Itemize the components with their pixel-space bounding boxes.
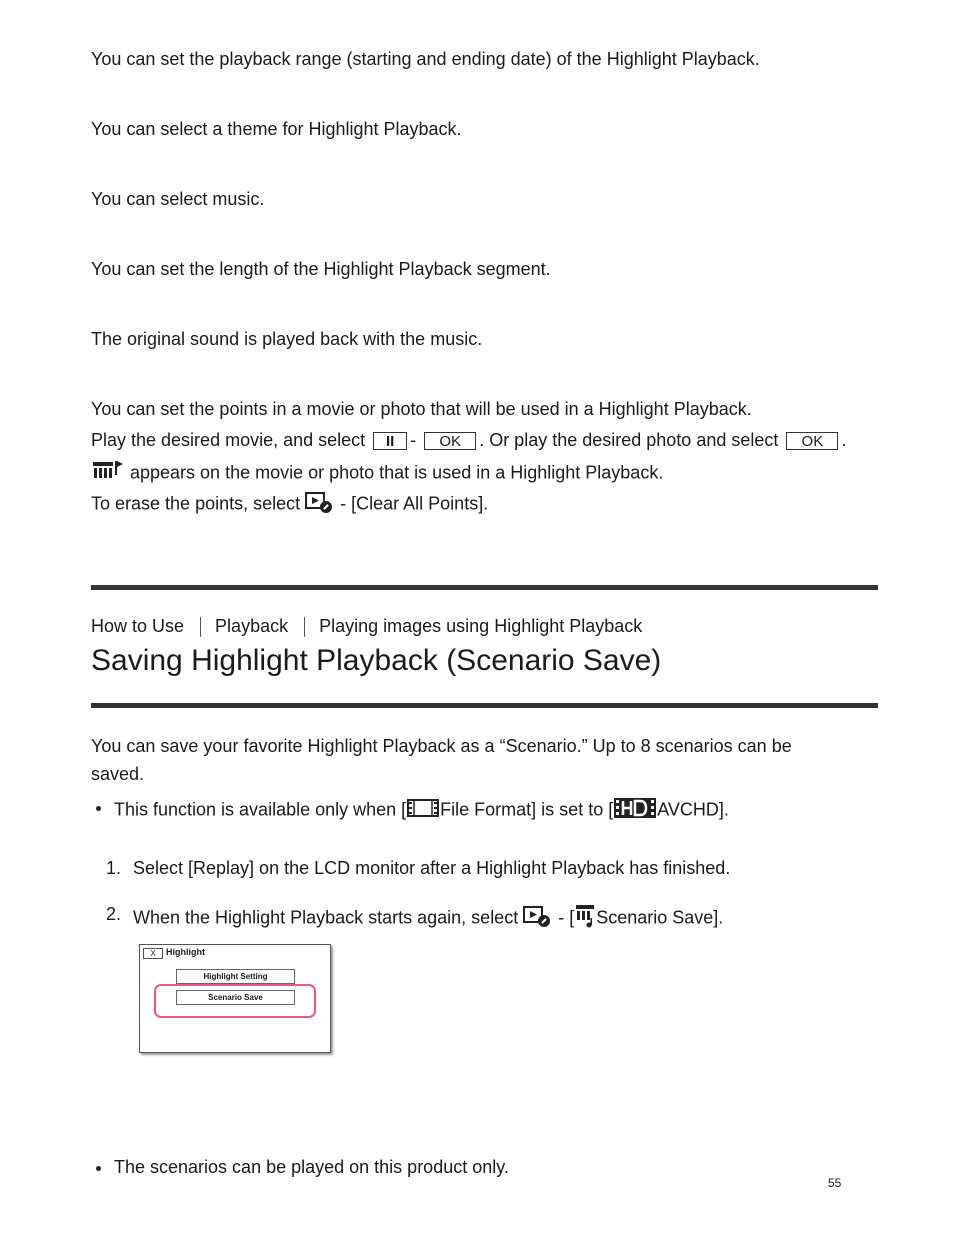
breadcrumb <box>91 615 642 637</box>
scenario-save-icon <box>574 903 596 934</box>
points-text-2b: . Or play the desired photo and select <box>479 430 779 450</box>
bullet <box>96 806 101 811</box>
note-1b: File Format] is set to [ <box>440 799 614 820</box>
step-2a: When the Highlight Playback starts again, select <box>133 907 519 928</box>
ok-button-icon: OK <box>424 432 476 450</box>
page-number: 55 <box>828 1176 842 1190</box>
ok-button-icon-2: OK <box>786 432 838 450</box>
breadcrumb-playback[interactable]: Playback <box>215 616 289 636</box>
page-title: Saving Highlight Playback (Scenario Save) <box>91 644 662 677</box>
length-text: You can set the length of the Highlight Playback segment. <box>91 259 551 279</box>
hd-icon <box>613 796 657 825</box>
description-line-2: saved. <box>91 764 145 784</box>
sound-text: The original sound is played back with the music. <box>91 329 483 349</box>
description-line-1: You can save your favorite Highlight Playback as a “Scenario.” Up to 8 scenarios can be <box>91 736 792 756</box>
close-icon[interactable]: X <box>143 948 163 959</box>
step-1-text: Select [Replay] on the LCD monitor after a Highlight Playback has finished. <box>133 858 731 878</box>
lcd-screenshot <box>139 944 331 1053</box>
film-icon <box>406 796 440 825</box>
playback-edit-icon <box>523 904 553 933</box>
note-scenarios: The scenarios can be played on this product only. <box>114 1157 509 1177</box>
breadcrumb-highlight-playback[interactable]: Playing images using Highlight Playback <box>319 616 643 636</box>
playback-edit-icon <box>305 490 335 519</box>
note-1c: AVCHD]. <box>657 799 729 820</box>
bullet <box>96 1166 101 1171</box>
points-text-4 <box>91 490 488 519</box>
step-2c: Scenario Save]. <box>596 907 724 928</box>
points-text-1: You can set the points in a movie or photo that will be used in a Highlight Playback. <box>91 399 752 419</box>
breadcrumb-separator <box>304 617 305 637</box>
points-text-2a: Play the desired movie, and select <box>91 430 366 450</box>
points-text-2c: . <box>841 430 847 450</box>
breadcrumb-separator <box>200 617 201 637</box>
breadcrumb-how-to-use[interactable]: How to Use <box>91 616 185 636</box>
points-text-4b: - [Clear All Points]. <box>335 493 489 514</box>
theme-text: You can select a theme for Highlight Playback. <box>91 119 462 139</box>
pause-icon: II <box>373 432 407 450</box>
section-divider-bottom <box>91 703 878 708</box>
points-text-3 <box>91 459 663 488</box>
music-text: You can select music. <box>91 189 265 209</box>
step-2-number: 2. <box>106 904 122 924</box>
scenario-save-button[interactable]: Scenario Save <box>176 990 295 1005</box>
section-divider-top <box>91 585 878 590</box>
points-text-2 <box>91 429 846 451</box>
highlight-setting-button[interactable]: Highlight Setting <box>176 969 295 984</box>
dash: - <box>410 430 417 450</box>
points-text-4a: To erase the points, select <box>91 493 301 514</box>
note-1a: This function is available only when [ <box>114 799 407 820</box>
screen-title: Highlight <box>166 947 205 957</box>
points-text-3-label: appears on the movie or photo that is used in a Highlight Playback. <box>125 462 664 483</box>
step-2b: - [ <box>553 907 575 928</box>
step-2-text <box>133 903 723 934</box>
note-file-format <box>114 796 729 825</box>
range-text: You can set the playback range (starting and ending date) of the Highlight Playback. <box>91 49 760 69</box>
step-1-number: 1. <box>106 858 122 878</box>
highlight-point-icon <box>91 459 125 488</box>
